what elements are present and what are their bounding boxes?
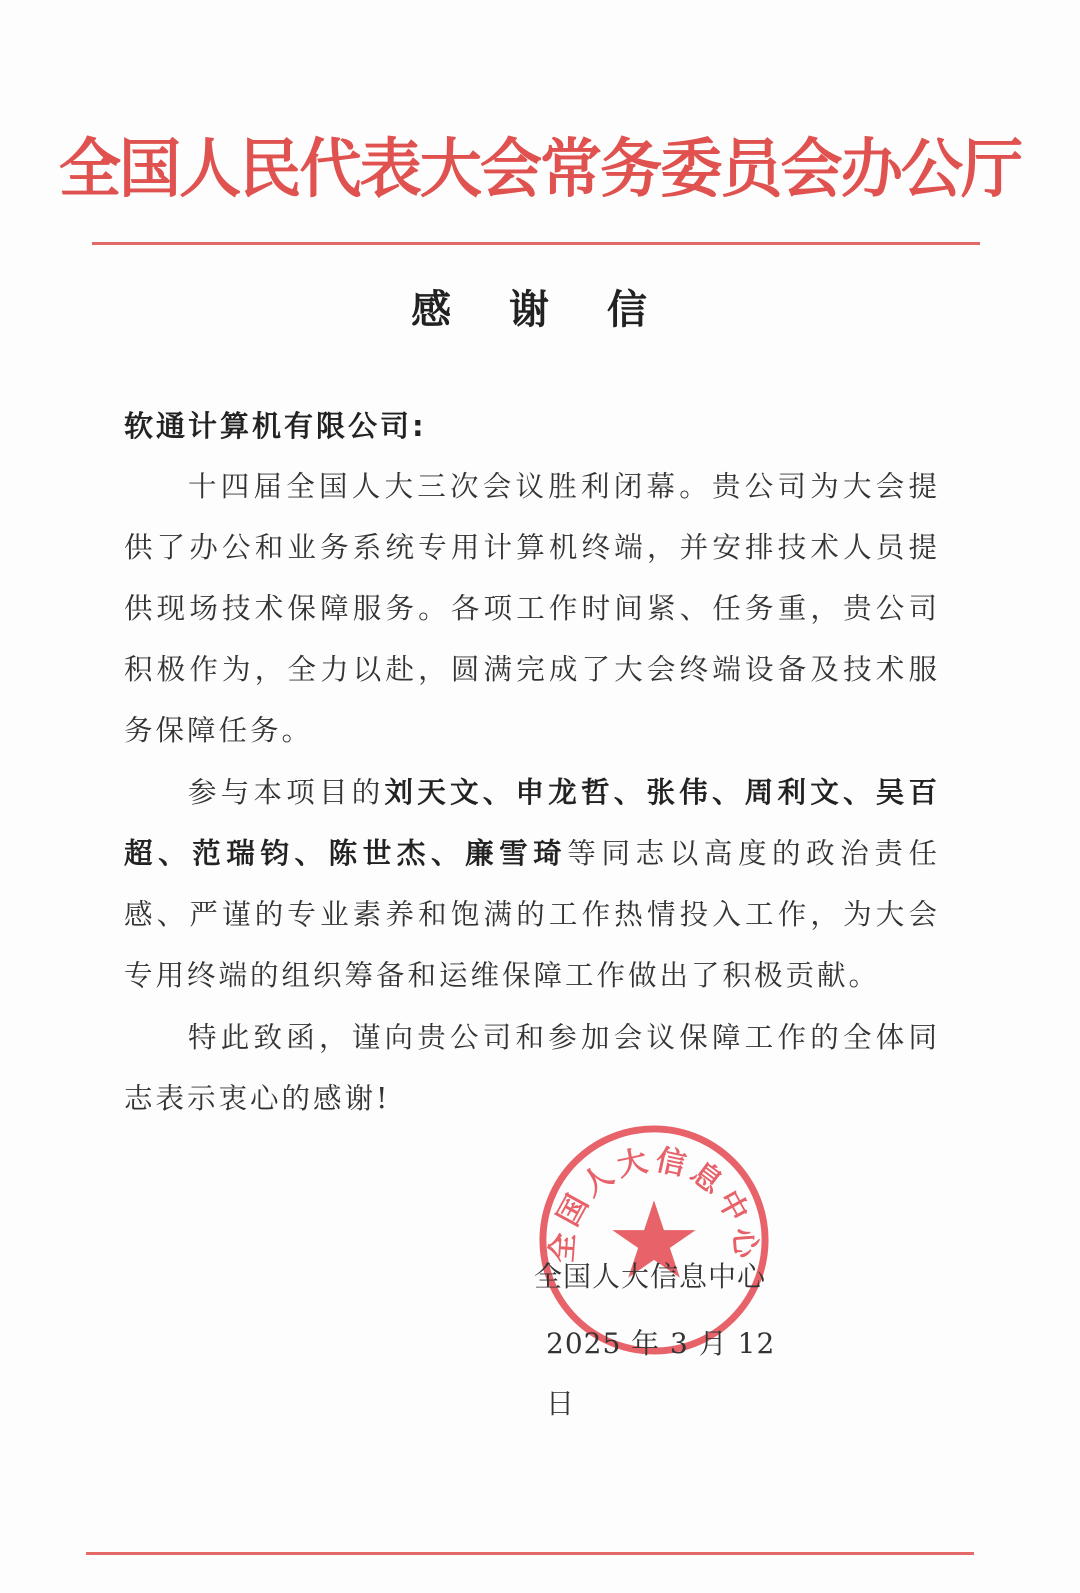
paragraph-1: 十四届全国人大三次会议胜利闭幕。贵公司为大会提供了办公和业务系统专用计算机终端，并安排技术人员提供现场技术保障服务。各项工作时间紧、任务重，贵公司积极作为，全力以赴，圆满完成了大会终端设备及技术服务保障任务。 [124, 470, 940, 747]
footer-rule [86, 1552, 974, 1555]
paragraph-2 [124, 762, 940, 1006]
paragraph-2-lead: 参与本项目的 [188, 776, 385, 809]
paragraph-2-tail: 等同志以高度的政治责任感、严谨的专业素养和饱满的工作热情投入工作，为大会专用终端的组织筹备和运维保障工作做出了积极贡献。 [124, 837, 940, 992]
participant-names: 刘天文、申龙哲、张伟、周利文、吴百超、范瑞钧、陈世杰、廉雪琦 [124, 776, 940, 870]
signature-date: 2025 年 3 月 12 日 [546, 1327, 776, 1420]
paragraph-3: 特此致函，谨向贵公司和参加会议保障工作的全体同志表示衷心的感谢! [124, 1021, 940, 1115]
letterhead-title: 全国人民代表大会常务委员会办公厅 [58, 132, 1022, 207]
salutation: 软通计算机有限公司: [124, 409, 427, 443]
signature-block [534, 1252, 794, 1420]
seal-text: 全国人大信息中心 [544, 1142, 764, 1264]
document-title: 感 谢 信 [411, 287, 669, 333]
signature-organization: 全国人大信息中心 [534, 1260, 767, 1293]
header-rule [92, 242, 980, 245]
